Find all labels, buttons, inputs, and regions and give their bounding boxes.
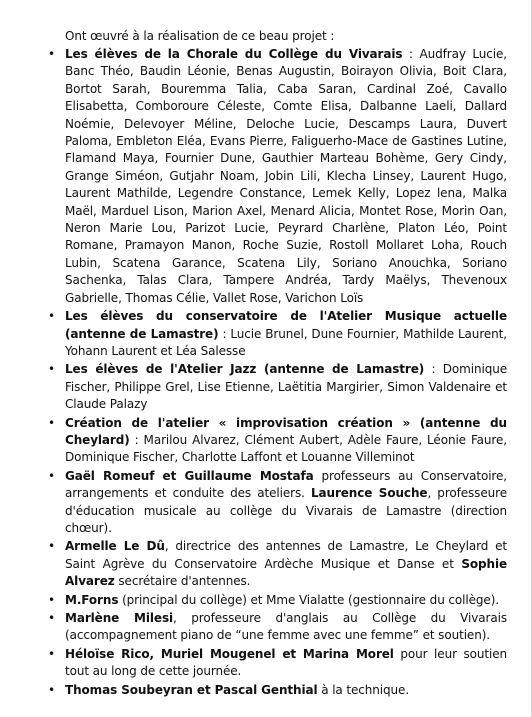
item-bold-2: Sophie Alvarez	[65, 556, 507, 589]
item-bold: Gaël Romeuf et Guillaume Mostafa	[65, 468, 314, 483]
list-item	[48, 538, 508, 590]
item-bold: Marlène Milesi	[65, 611, 174, 625]
item-text: , professeure d'anglais au Collège du Vivarais (accompagnement piano de “une femme avec une femme” et soutien).	[65, 611, 507, 643]
item-bold: Les élèves de la Chorale du Collège du Vivarais	[65, 47, 403, 61]
bullet-icon: •	[48, 539, 55, 554]
intro-text: Ont œuvré à la réalisation de ce beau projet :	[65, 29, 335, 43]
item-text: : Dominique Fischer, Philippe Grel, Lise Etienne, Laëtitia Margirier, Simon Valdenaire et Claude Palazy	[65, 362, 507, 412]
list-item	[48, 415, 507, 467]
item-text: à la technique.	[317, 682, 410, 697]
list-item	[48, 682, 507, 699]
item-bold: Les élèves de l'Atelier Jazz (antenne de Lamastre)	[65, 362, 425, 377]
item-bold: Création de l'atelier « improvisation création » (antenne du Cheylard)	[65, 415, 507, 447]
credits-list	[48, 46, 508, 700]
item-text: (principal du collège) et Mme Vialatte (gestionnaire du collège).	[118, 592, 499, 607]
item-bold: M.Forns	[65, 592, 119, 607]
list-item	[48, 308, 507, 360]
item-bold: Armelle Le Dû	[65, 539, 165, 554]
list-item	[48, 46, 507, 307]
item-bold: Héloïse Rico, Muriel Mougenel et Marina Morel	[65, 646, 394, 661]
bullet-icon: •	[48, 362, 55, 377]
list-item	[48, 592, 507, 609]
item-text: : Audfray Lucie, Banc Théo, Baudin Léonie, Benas Augustin, Boirayon Olivia, Boit Clara, Bortot Sarah, Bouremma Talia, Caba Saran, Cardinal Zoé, Cavallo Elisabetta, Comboroure Céleste, Comte Elisa, Dalbanne Laeli, Dallard Noémie, Delevoyer Méline, Deloche Lucie, Descamps Laura, Duvert Paloma, Embleton Eléa, Evans Pierre, Faliguerho-Mace de Gastines Lutine, Flamand Maya, Fournier Dune, Gauthier Marteau Bohème, Gery Cindy, Grange Siméon, Gutjahr Noam, Jobin Lili, Klecha Linsey, Laurent Hugo, Laurent Mathilde, Legendre Constance, Lemek Kelly, Lopez lena, Malka Maël, Marduel Lison, Marion Axel, Menard Alicia, Montet Rose, Morin Oan, Neron Marie Lou, Parizot Lucie, Peyrard Charlène, Platon Léo, Point Romane, Pramayon Manon, Roche Suzie, Rostoll Mollaret Loha, Rouch Lubin, Scatena Garance, Scatena Lily, Soriano Anouchka, Soriano Sachenka, Talas Clara, Tampere Andréa, Tardy Maëlys, Thevenoux Gabrielle, Thomas Célie, Vallet Rose, Varichon Loïs	[65, 47, 507, 305]
bullet-icon: •	[48, 47, 55, 61]
item-text: : Lucie Brunel, Dune Fournier, Mathilde Laurent, Yohann Laurent et Léa Salesse	[65, 326, 507, 358]
item-text: professeurs au Conservatoire, arrangements et conduite des ateliers.	[65, 468, 507, 501]
list-item	[48, 610, 507, 645]
bullet-icon: •	[48, 592, 55, 607]
item-bold: Thomas Soubeyran et Pascal Genthial	[65, 682, 318, 697]
item-text: , directrice des antennes de Lamastre, Le Cheylard et Saint Agrève du Conservatoire Ardèche Musique et Danse et	[65, 539, 508, 571]
bullet-icon: •	[48, 646, 55, 661]
bullet-icon: •	[48, 682, 55, 697]
bullet-icon: •	[48, 611, 55, 625]
bullet-icon: •	[48, 309, 55, 324]
list-item	[48, 361, 507, 413]
item-bold: Les élèves du conservatoire de l'Atelier Musique actuelle (antenne de Lamastre)	[65, 309, 507, 341]
item-text-2: , professeure d'éducation musicale au collège du Vivarais de Lamastre (direction chœur).	[65, 486, 507, 535]
list-item	[48, 646, 507, 681]
item-text: : Marilou Alvarez, Clément Aubert, Adèle Faure, Léonie Faure, Dominique Fischer, Charlotte Laffont et Louanne Villeminot	[65, 432, 507, 465]
list-item	[48, 468, 507, 538]
bullet-icon: •	[48, 415, 55, 430]
item-text: pour leur soutien tout au long de cette journée.	[65, 646, 507, 679]
item-bold-2: Laurence Souche	[310, 486, 428, 501]
item-text-2: secrétaire d'antennes.	[114, 574, 251, 589]
bullet-icon: •	[48, 468, 55, 483]
